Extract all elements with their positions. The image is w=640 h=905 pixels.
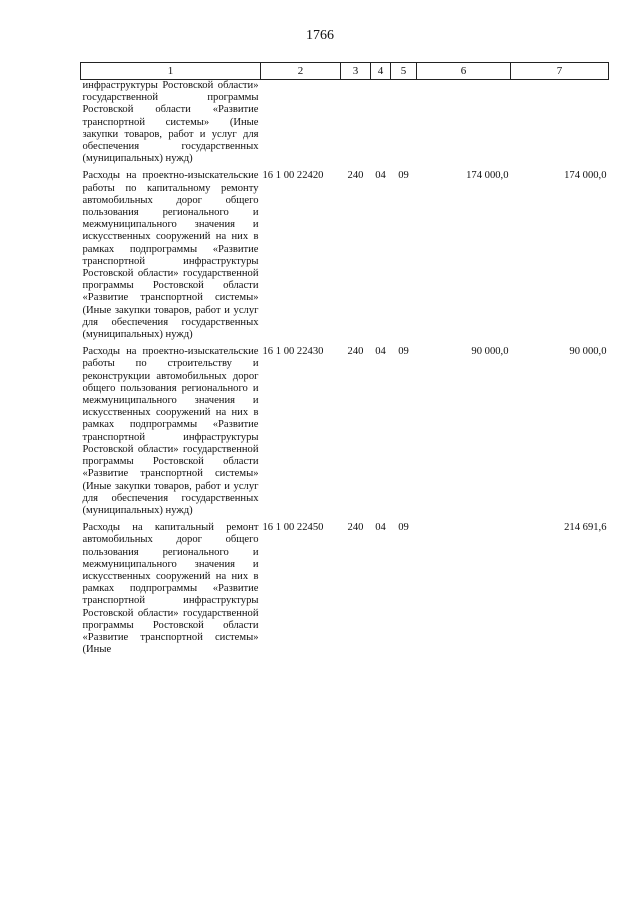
table-row <box>81 345 609 521</box>
row-target-code: 16 1 00 22430 <box>262 346 324 358</box>
row-description: инфраструктуры Ростовской области» государственной программы Ростовской области «Развитие транспортной системы» (Иные закупки товаров, работ и услуг для обеспечения государственных (муниципальных) нужд) <box>82 80 259 165</box>
row-description: Расходы на проектно-изыскательские работы по капитальному ремонту автомобильных дорог общего пользования регионального и межмуниципального значения и искусственных сооружений на них в рамках подпрограммы «Развитие транспортной инфраструктуры Ростовской области» государственной программы Ростовской области «Развитие транспортной системы» (Иные закупки товаров, работ и услуг для обеспечения государственных (муниципальных) нужд) <box>82 170 259 341</box>
row-subsection: 09 <box>398 170 409 182</box>
row-expense-type: 240 <box>347 522 364 534</box>
row-amount-2: 214 691,6 <box>564 522 607 534</box>
table-row <box>81 521 609 660</box>
column-header-3: 3 <box>341 63 371 80</box>
row-subsection: 09 <box>398 346 409 358</box>
row-section: 04 <box>375 170 386 182</box>
row-amount-2 <box>511 80 609 170</box>
row-amount-2: 174 000,0 <box>564 170 607 182</box>
row-amount-1 <box>417 521 511 660</box>
row-description: Расходы на проектно-изыскательские работы по строительству и реконструкции автомобильных дорог общего пользования регионального и межмуниципального значения и искусственных сооружений на них в рамках подпрограммы «Развитие транспортной инфраструктуры Ростовской области» государственной программы Ростовской области «Развитие транспортной системы» (Иные закупки товаров, работ и услуг для обеспечения государственных (муниципальных) нужд) <box>82 346 259 516</box>
row-section <box>371 80 391 170</box>
column-header-7: 7 <box>511 63 609 80</box>
column-header-6: 6 <box>417 63 511 80</box>
row-section: 04 <box>375 346 386 358</box>
table-header-row <box>81 63 609 80</box>
row-amount-1: 90 000,0 <box>471 346 509 358</box>
row-amount-2: 90 000,0 <box>569 346 607 358</box>
column-header-2: 2 <box>261 63 341 80</box>
row-description: Расходы на капитальный ремонт автомобильных дорог общего пользования регионального и межмуниципального значения и искусственных сооружений на них в рамках подпрограммы «Развитие транспортной инфраструктуры Ростовской области» государственной программы Ростовской области «Развитие транспортной системы» (Иные <box>82 522 259 656</box>
budget-table <box>80 62 609 660</box>
column-header-4: 4 <box>371 63 391 80</box>
page-number: 1766 <box>306 28 334 43</box>
row-amount-1: 174 000,0 <box>466 170 509 182</box>
row-section: 04 <box>375 522 386 534</box>
column-header-1: 1 <box>81 63 261 80</box>
row-expense-type: 240 <box>347 170 364 182</box>
row-subsection: 09 <box>398 522 409 534</box>
row-amount-1 <box>417 80 511 170</box>
row-expense-type <box>341 80 371 170</box>
column-header-5: 5 <box>391 63 417 80</box>
table-row <box>81 169 609 345</box>
table-row <box>81 80 609 170</box>
row-target-code <box>261 80 341 170</box>
row-target-code: 16 1 00 22420 <box>262 170 324 182</box>
row-expense-type: 240 <box>347 346 364 358</box>
row-target-code: 16 1 00 22450 <box>262 522 324 534</box>
row-subsection <box>391 80 417 170</box>
